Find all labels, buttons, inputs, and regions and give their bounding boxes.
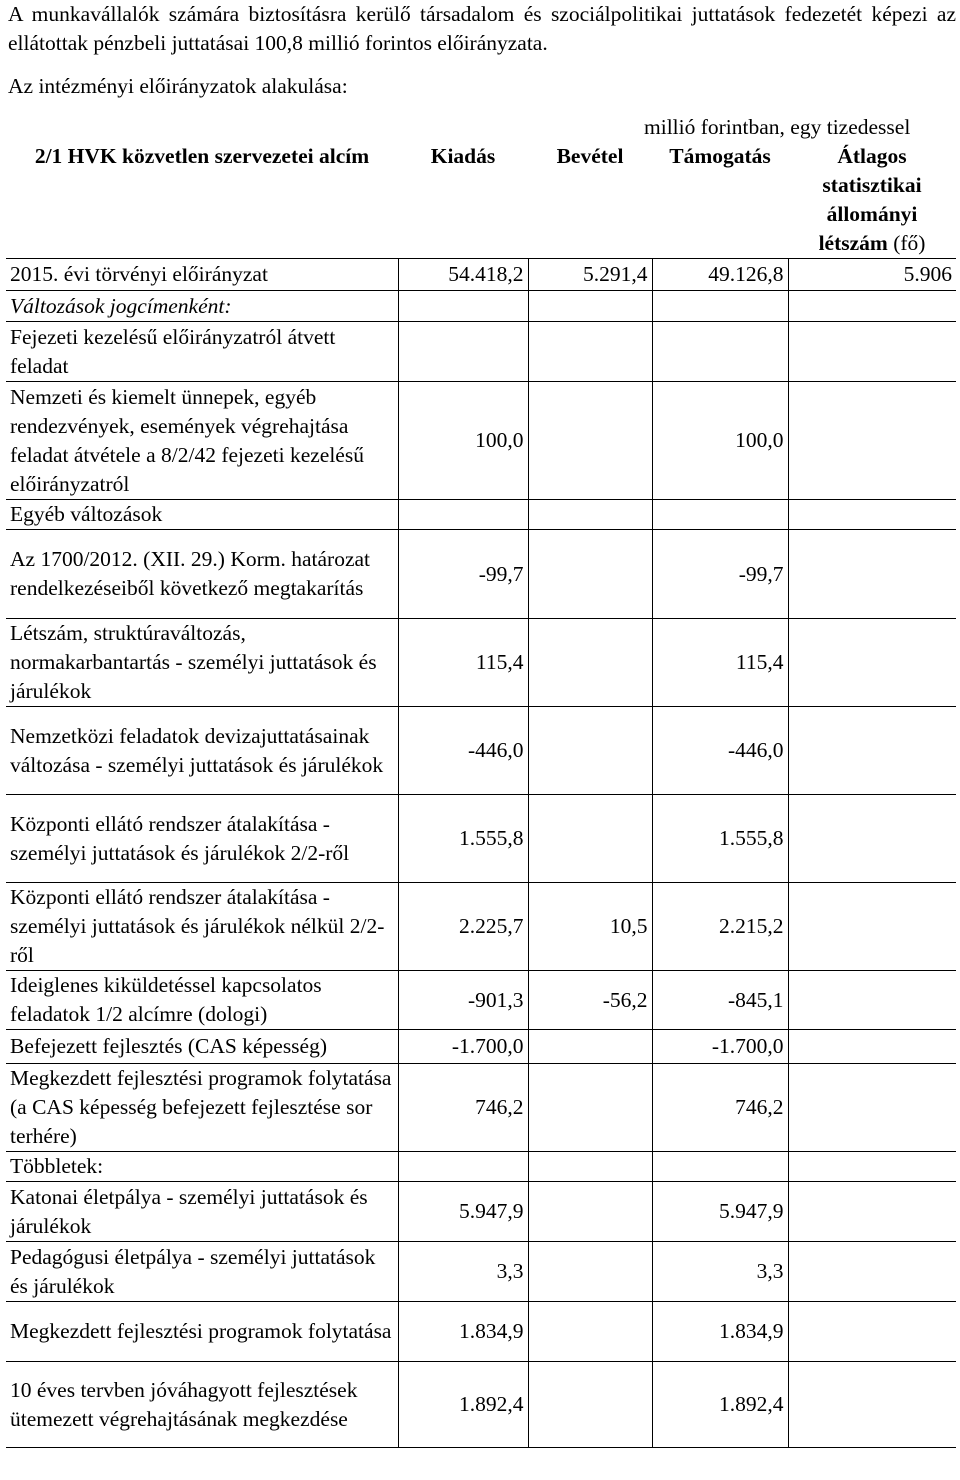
table-row — [6, 971, 956, 1030]
cell-bevetel — [528, 530, 652, 619]
cell-tamogatas: 1.892,4 — [652, 1362, 788, 1448]
table-row — [6, 1030, 956, 1064]
cell-kiadas: 1.834,9 — [398, 1302, 528, 1362]
cell-tamogatas — [652, 322, 788, 382]
section-subheading: Az intézményi előirányzatok alakulása: — [8, 74, 348, 98]
header-kiadas: Kiadás — [430, 144, 496, 168]
cell-tamogatas: -845,1 — [652, 971, 788, 1030]
table-row — [6, 707, 956, 795]
table-row — [6, 1064, 956, 1152]
row-label: Befejezett fejlesztés (CAS képesség) — [6, 1030, 398, 1064]
cell-kiadas — [398, 500, 528, 530]
cell-tamogatas: -99,7 — [652, 530, 788, 619]
table-row — [6, 500, 956, 530]
intro-paragraph — [8, 0, 956, 58]
header-tamogatas: Támogatás — [669, 144, 771, 168]
cell-bevetel — [528, 1302, 652, 1362]
cell-letszam — [788, 883, 956, 971]
table-row — [6, 1242, 956, 1302]
row-label: 2015. évi törvényi előirányzat — [6, 259, 398, 291]
cell-letszam — [788, 530, 956, 619]
cell-tamogatas: 100,0 — [652, 382, 788, 500]
cell-bevetel — [528, 382, 652, 500]
cell-letszam — [788, 1182, 956, 1242]
cell-kiadas: 3,3 — [398, 1242, 528, 1302]
cell-letszam — [788, 1064, 956, 1152]
row-label: Ideiglenes kiküldetéssel kapcsolatos feladatok 1/2 alcímre (dologi) — [6, 971, 398, 1030]
header-letszam-text: Átlagos statisztikai állományi létszám — [818, 144, 922, 255]
cell-tamogatas: 5.947,9 — [652, 1182, 788, 1242]
row-label: Központi ellátó rendszer átalakítása - személyi juttatások és járulékok 2/2-ről — [6, 795, 398, 883]
cell-tamogatas — [652, 500, 788, 530]
cell-tamogatas: -446,0 — [652, 707, 788, 795]
table-row — [6, 1362, 956, 1448]
table-row — [6, 382, 956, 500]
header-letszam-unit: (fő) — [893, 231, 926, 255]
cell-letszam — [788, 291, 956, 322]
cell-bevetel — [528, 1030, 652, 1064]
header-label: 2/1 HVK közvetlen szervezetei alcím — [34, 144, 370, 168]
table-row — [6, 795, 956, 883]
cell-bevetel: -56,2 — [528, 971, 652, 1030]
table-row — [6, 883, 956, 971]
row-label: Egyéb változások — [6, 500, 398, 530]
cell-tamogatas: 3,3 — [652, 1242, 788, 1302]
cell-bevetel: 5.291,4 — [528, 259, 652, 291]
cell-kiadas: -1.700,0 — [398, 1030, 528, 1064]
row-label: Pedagógusi életpálya - személyi juttatások és járulékok — [6, 1242, 398, 1302]
budget-table — [6, 139, 956, 1448]
row-label: Megkezdett fejlesztési programok folytatása (a CAS képesség befejezett fejlesztése sor terhére) — [6, 1064, 398, 1152]
table-row — [6, 291, 956, 322]
cell-letszam — [788, 500, 956, 530]
cell-letszam — [788, 619, 956, 707]
cell-kiadas — [398, 322, 528, 382]
cell-tamogatas: 746,2 — [652, 1064, 788, 1152]
table-row — [6, 322, 956, 382]
cell-letszam — [788, 1242, 956, 1302]
cell-kiadas: -901,3 — [398, 971, 528, 1030]
cell-tamogatas: 2.215,2 — [652, 883, 788, 971]
unit-note: millió forintban, egy tizedessel — [644, 115, 911, 139]
cell-bevetel — [528, 322, 652, 382]
cell-tamogatas: -1.700,0 — [652, 1030, 788, 1064]
cell-letszam — [788, 795, 956, 883]
table-row — [6, 530, 956, 619]
cell-kiadas: 2.225,7 — [398, 883, 528, 971]
cell-tamogatas: 1.834,9 — [652, 1302, 788, 1362]
cell-letszam — [788, 971, 956, 1030]
row-label: Változások jogcímenként: — [6, 291, 398, 322]
cell-tamogatas: 49.126,8 — [652, 259, 788, 291]
cell-kiadas: 115,4 — [398, 619, 528, 707]
table-row — [6, 619, 956, 707]
cell-bevetel — [528, 795, 652, 883]
cell-letszam — [788, 322, 956, 382]
row-label: Nemzeti és kiemelt ünnepek, egyéb rendezvények, események végrehajtása feladat átvétele a 8/2/42 fejezeti kezelésű előirányzatról — [6, 382, 398, 500]
row-label: Fejezeti kezelésű előirányzatról átvett feladat — [6, 322, 398, 382]
cell-bevetel — [528, 1362, 652, 1448]
cell-kiadas: 54.418,2 — [398, 259, 528, 291]
cell-kiadas: -99,7 — [398, 530, 528, 619]
table-row — [6, 1302, 956, 1362]
header-bevetel: Bevétel — [556, 144, 624, 168]
cell-tamogatas: 115,4 — [652, 619, 788, 707]
cell-bevetel — [528, 1152, 652, 1182]
cell-kiadas — [398, 1152, 528, 1182]
cell-letszam — [788, 1362, 956, 1448]
cell-bevetel — [528, 619, 652, 707]
table-row — [6, 1152, 956, 1182]
cell-bevetel — [528, 500, 652, 530]
cell-letszam — [788, 1302, 956, 1362]
table-header-row — [6, 139, 956, 259]
cell-letszam: 5.906 — [788, 259, 956, 291]
row-label: Katonai életpálya - személyi juttatások és járulékok — [6, 1182, 398, 1242]
cell-kiadas: 1.892,4 — [398, 1362, 528, 1448]
cell-kiadas: 100,0 — [398, 382, 528, 500]
cell-kiadas: -446,0 — [398, 707, 528, 795]
cell-letszam — [788, 707, 956, 795]
cell-kiadas: 746,2 — [398, 1064, 528, 1152]
cell-bevetel — [528, 1064, 652, 1152]
row-label: Nemzetközi feladatok devizajuttatásainak változása - személyi juttatások és járulékok — [6, 707, 398, 795]
row-label: Az 1700/2012. (XII. 29.) Korm. határozat rendelkezéseiből következő megtakarítás — [6, 530, 398, 619]
header-letszam — [788, 139, 956, 259]
cell-tamogatas — [652, 1152, 788, 1182]
row-label: Központi ellátó rendszer átalakítása - személyi juttatások és járulékok nélkül 2/2-ről — [6, 883, 398, 971]
cell-kiadas: 1.555,8 — [398, 795, 528, 883]
cell-letszam — [788, 1152, 956, 1182]
cell-kiadas: 5.947,9 — [398, 1182, 528, 1242]
cell-bevetel: 10,5 — [528, 883, 652, 971]
row-label: Megkezdett fejlesztési programok folytatása — [6, 1302, 398, 1362]
row-label: Többletek: — [6, 1152, 398, 1182]
cell-kiadas — [398, 291, 528, 322]
cell-tamogatas — [652, 291, 788, 322]
row-label: 10 éves tervben jóváhagyott fejlesztések ütemezett végrehajtásának megkezdése — [6, 1362, 398, 1448]
cell-letszam — [788, 382, 956, 500]
cell-letszam — [788, 1030, 956, 1064]
cell-bevetel — [528, 1242, 652, 1302]
cell-tamogatas: 1.555,8 — [652, 795, 788, 883]
table-row — [6, 1182, 956, 1242]
row-label: Létszám, struktúraváltozás, normakarbantartás - személyi juttatások és járulékok — [6, 619, 398, 707]
cell-bevetel — [528, 291, 652, 322]
cell-bevetel — [528, 1182, 652, 1242]
cell-bevetel — [528, 707, 652, 795]
intro-text: A munkavállalók számára biztosításra kerülő társadalom és szociálpolitikai juttatások fedezetét képezi az ellátottak pénzbeli juttatásai 100,8 millió forintos előirányzata. — [8, 2, 956, 55]
table-row-base — [6, 259, 956, 291]
